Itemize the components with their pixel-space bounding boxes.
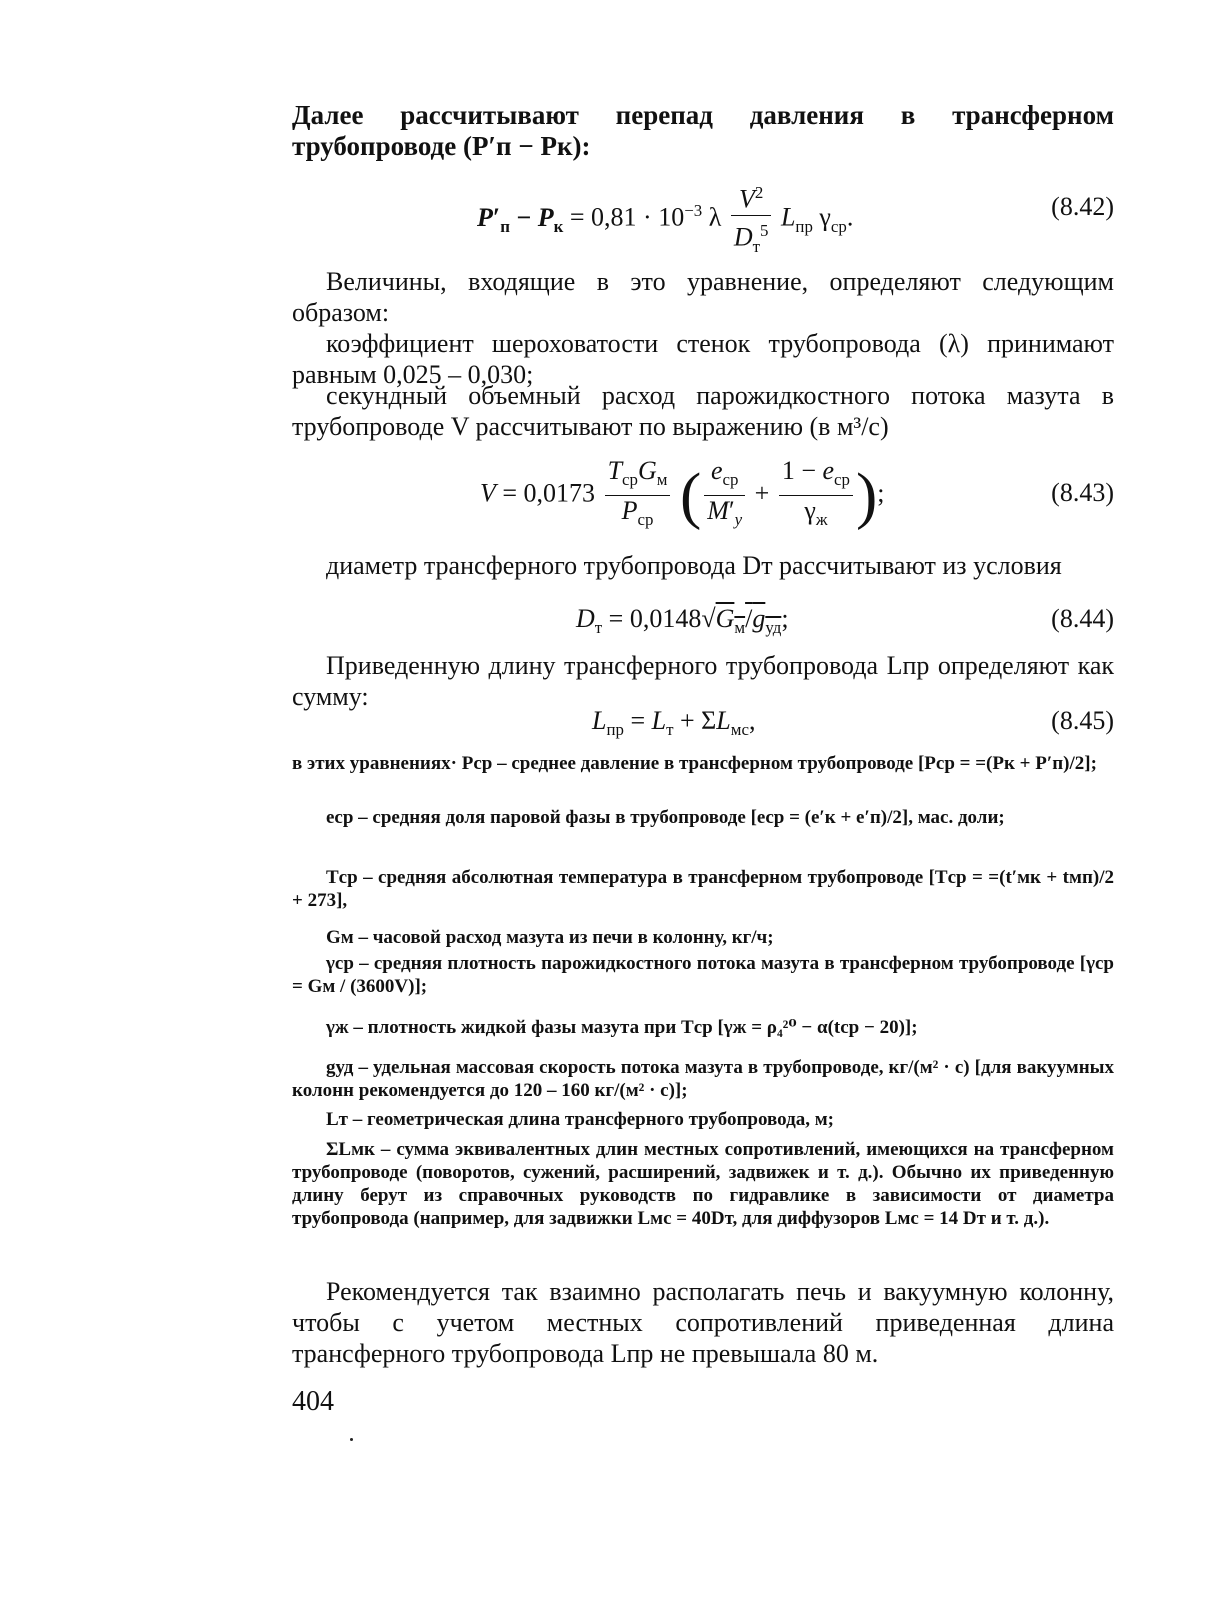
definition-mass-flow: Gм – часовой расход мазута из печи в колонну, кг/ч; bbox=[326, 927, 774, 948]
definition-vapor-fraction: eср – средняя доля паровой фазы в трубопроводе [eср = (e′к + e′п)/2], мас. доли; bbox=[326, 807, 1005, 828]
definition-pressure: в этих уравнениях· Pср – среднее давление в трансферном трубопроводе [Pср = =(Pк + P′п)/2]; bbox=[292, 753, 1097, 774]
equation-number: (8.45) bbox=[1051, 706, 1114, 735]
definition-geometric-length: Lт – геометрическая длина трансферного трубопровода, м; bbox=[326, 1109, 834, 1130]
definition-liquid-density: γж – плотность жидкой фазы мазута при Tср [γж = ρ₄²⁰ − α(tср − 20)]; bbox=[326, 1017, 918, 1038]
equation-8-43-body: V = 0,0173 $\frac{T_{ср}G_м}{P_{ср}}$ ( $\frac{e_{ср}}{M'_y}$ + $\frac{1 - e_{ср}}{\gamma_ж}$ ); bbox=[480, 456, 885, 531]
equation-8-42 bbox=[292, 178, 1114, 256]
equation-8-45-body: $L_{пр} = L_т + \Sigma L_{мс}$, bbox=[592, 706, 756, 740]
page-number: 404 bbox=[292, 1386, 334, 1417]
equation-number: (8.42) bbox=[1051, 192, 1114, 221]
equation-8-44-body: $D_т = 0,0148√G_м/g_{уд}$; bbox=[576, 604, 789, 638]
equation-8-44 bbox=[292, 604, 1114, 644]
conclusion-paragraph: Рекомендуется так взаимно располагать печь и вакуумную колонну, чтобы с учетом местных сопротивлений приведенная длина трансферного трубопровода Lпр не превышала 80 м. bbox=[292, 1277, 1114, 1368]
diameter-paragraph: диаметр трансферного трубопровода Dт рассчитывают из условия bbox=[326, 551, 1062, 580]
definition-mean-density: γср – средняя плотность парожидкостного потока мазута в трансферном трубопроводе [γср = Gм / (3600V)]; bbox=[292, 953, 1114, 997]
equation-8-45 bbox=[292, 706, 1114, 746]
values-paragraph: Величины, входящие в это уравнение, определяют следующим образом: bbox=[292, 267, 1114, 327]
lambda-paragraph: коэффициент шероховатости стенок трубопровода (λ) принимают равным 0,025 – 0,030; bbox=[292, 329, 1114, 389]
equation-number: (8.44) bbox=[1051, 604, 1114, 633]
equation-8-43 bbox=[292, 450, 1114, 540]
equation-number: (8.43) bbox=[1051, 478, 1114, 507]
length-paragraph: Приведенную длину трансферного трубопровода Lпр определяют как сумму: bbox=[292, 651, 1114, 711]
intro-paragraph: Далее рассчитывают перепад давления в трансферном трубопроводе (P′п − Pк): bbox=[292, 100, 1114, 161]
volume-paragraph: секундный объемный расход парожидкостного потока мазута в трубопроводе V рассчитывают по выражению (в м³/с) bbox=[292, 381, 1114, 441]
scan-speck bbox=[350, 1438, 353, 1441]
equation-8-42-body: $P'_п - P_к = 0,81 \cdot 10^{-3}$ λ $\frac{V^2}{D_т^5}$ $L_{пр}$ $\gamma_{ср}$. bbox=[477, 178, 853, 262]
definition-equivalent-lengths: ΣLмк – сумма эквивалентных длин местных сопротивлений, имеющихся на трансферном трубопроводе (поворотов, сужений, расширений, задвижек и т. д.). Обычно их приведенную длину берут из справочных руководств по гидравлике в зависимости от диаметра трубопровода (например, для задвижки Lмс = 40Dт, для диффузоров Lмс = 14 Dт и т. д.). bbox=[292, 1139, 1114, 1229]
definition-temperature: Tср – средняя абсолютная температура в трансферном трубопроводе [Tср = =(t′мк + tмп)/2 + 273], bbox=[292, 867, 1114, 911]
definition-mass-velocity: gуд – удельная массовая скорость потока мазута в трубопроводе, кг/(м² · с) [для вакуумных колонн рекомендуется до 120 – 160 кг/(м² · с)]; bbox=[292, 1057, 1114, 1101]
